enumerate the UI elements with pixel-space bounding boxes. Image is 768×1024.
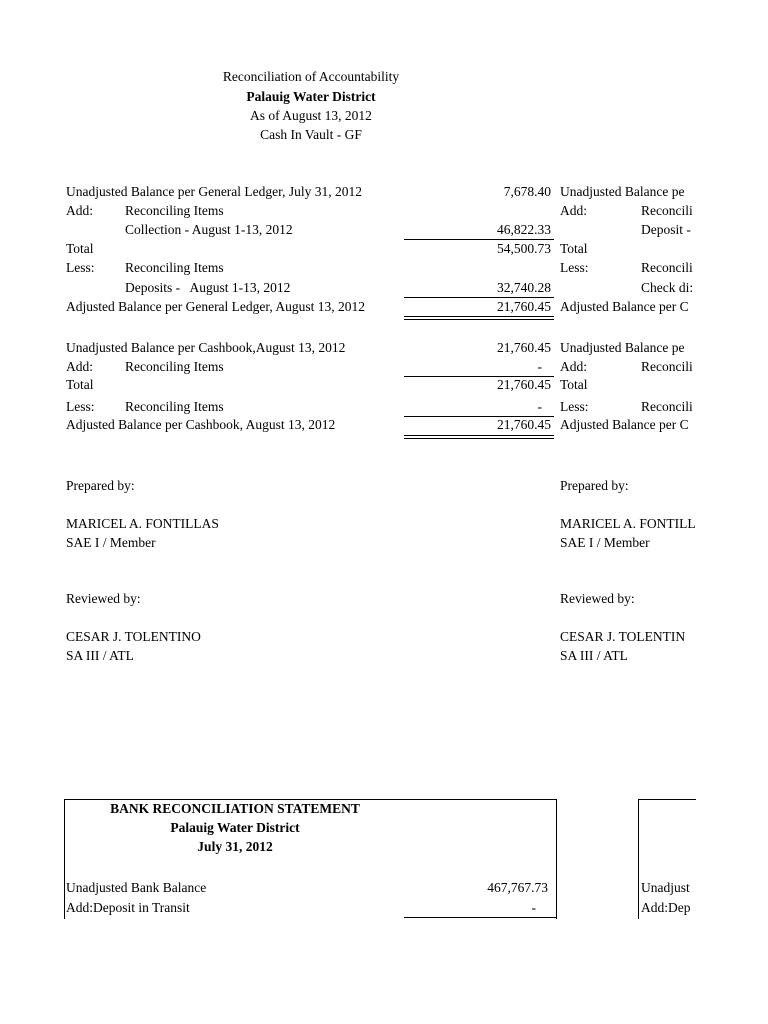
fund-name: Cash In Vault - GF — [260, 127, 362, 142]
r-preparer-name: MARICEL A. FONTILL — [560, 516, 696, 531]
preparer-name: MARICEL A. FONTILLAS — [66, 516, 219, 531]
bank-box-left-border — [64, 799, 65, 919]
cb-less-value: - — [537, 399, 542, 414]
cb-add-label: Add: — [66, 359, 93, 374]
rgl-adjusted-label: Adjusted Balance per C — [560, 299, 689, 314]
gl-adjusted-value: 21,760.45 — [497, 299, 551, 314]
rgl-add-label: Add: — [560, 203, 587, 218]
cb-less-items-label: Reconciling Items — [125, 399, 224, 414]
gl-less-items-label: Reconciling Items — [125, 260, 224, 275]
prepared-by-label: Prepared by: — [66, 478, 135, 493]
gl-total-label: Total — [66, 241, 94, 256]
reviewer-name: CESAR J. TOLENTINO — [66, 629, 201, 644]
cb-total-label: Total — [66, 377, 94, 392]
as-of-date: As of August 13, 2012 — [250, 108, 372, 123]
cb-total-value: 21,760.45 — [497, 377, 551, 392]
entity-name: Palauig Water District — [246, 89, 376, 104]
rgl-unadjusted-label: Unadjusted Balance pe — [560, 184, 685, 199]
bank-unadjusted-value: 467,767.73 — [487, 880, 548, 895]
rgl-total-label: Total — [560, 241, 588, 256]
reviewed-by-label: Reviewed by: — [66, 591, 141, 606]
rgl-check-label: Check di: — [641, 280, 694, 295]
r-bank-box-top-border — [638, 799, 696, 800]
report-title: Reconciliation of Accountability — [222, 69, 400, 84]
rcb-add-items-label: Reconcili — [641, 359, 693, 374]
r-reviewer-title: SA III / ATL — [560, 648, 628, 663]
rcb-add-label: Add: — [560, 359, 587, 374]
bank-deposit-label: Add:Deposit in Transit — [66, 900, 190, 915]
rcb-unadjusted-label: Unadjusted Balance pe — [560, 340, 685, 355]
cb-double-rule-top — [404, 435, 554, 436]
rcb-less-items-label: Reconcili — [641, 399, 693, 414]
bank-statement-title: BANK RECONCILIATION STATEMENT — [110, 801, 360, 816]
gl-double-rule-top — [404, 316, 554, 317]
reviewer-title: SA III / ATL — [66, 648, 134, 663]
gl-collection-value: 46,822.33 — [497, 222, 551, 237]
bank-box-top-border — [64, 799, 557, 800]
rgl-less-label: Less: — [560, 260, 589, 275]
rgl-deposit-label: Deposit - — [641, 222, 691, 237]
gl-unadjusted-value: 7,678.40 — [503, 184, 551, 199]
cb-adjusted-value: 21,760.45 — [497, 417, 551, 432]
bank-statement-entity: Palauig Water District — [170, 820, 300, 835]
preparer-title: SAE I / Member — [66, 535, 156, 550]
gl-less-label: Less: — [66, 260, 95, 275]
bank-box-right-border — [556, 799, 557, 919]
r-reviewed-by-label: Reviewed by: — [560, 591, 635, 606]
rcb-less-label: Less: — [560, 399, 589, 414]
cb-less-label: Less: — [66, 399, 95, 414]
cb-add-value: - — [537, 359, 542, 374]
rgl-less-items-label: Reconcili — [641, 260, 693, 275]
gl-unadjusted-label: Unadjusted Balance per General Ledger, July 31, 2012 — [66, 184, 362, 199]
gl-collection-label: Collection - August 1-13, 2012 — [125, 222, 293, 237]
rgl-add-items-label: Reconcili — [641, 203, 693, 218]
cb-unadjusted-value: 21,760.45 — [497, 340, 551, 355]
gl-add-items-label: Reconciling Items — [125, 203, 224, 218]
cb-unadjusted-label: Unadjusted Balance per Cashbook,August 13, 2012 — [66, 340, 346, 355]
gl-deposits-label: Deposits - August 1-13, 2012 — [125, 280, 291, 295]
r-bank-box-left-border — [638, 799, 639, 919]
gl-double-rule-bottom — [404, 319, 554, 320]
cb-add-items-label: Reconciling Items — [125, 359, 224, 374]
cb-double-rule-bottom — [404, 438, 554, 439]
cb-adjusted-label: Adjusted Balance per Cashbook, August 13, 2012 — [66, 417, 336, 432]
r-prepared-by-label: Prepared by: — [560, 478, 629, 493]
gl-total-value: 54,500.73 — [497, 241, 551, 256]
r-bank-deposit-label: Add:Dep — [641, 900, 691, 915]
bank-deposit-value: - — [531, 900, 536, 915]
rcb-total-label: Total — [560, 377, 588, 392]
gl-add-label: Add: — [66, 203, 93, 218]
r-reviewer-name: CESAR J. TOLENTIN — [560, 629, 686, 644]
bank-statement-date: July 31, 2012 — [197, 839, 273, 854]
gl-adjusted-label: Adjusted Balance per General Ledger, August 13, 2012 — [66, 299, 365, 314]
gl-deposits-value: 32,740.28 — [497, 280, 551, 295]
gl-subtotal-rule — [404, 239, 554, 240]
bank-unadjusted-label: Unadjusted Bank Balance — [66, 880, 207, 895]
r-bank-unadjusted-label: Unadjust — [641, 880, 690, 895]
gl-deposits-rule — [404, 297, 554, 298]
r-preparer-title: SAE I / Member — [560, 535, 650, 550]
bank-deposit-rule — [404, 917, 556, 918]
rcb-adjusted-label: Adjusted Balance per C — [560, 417, 689, 432]
